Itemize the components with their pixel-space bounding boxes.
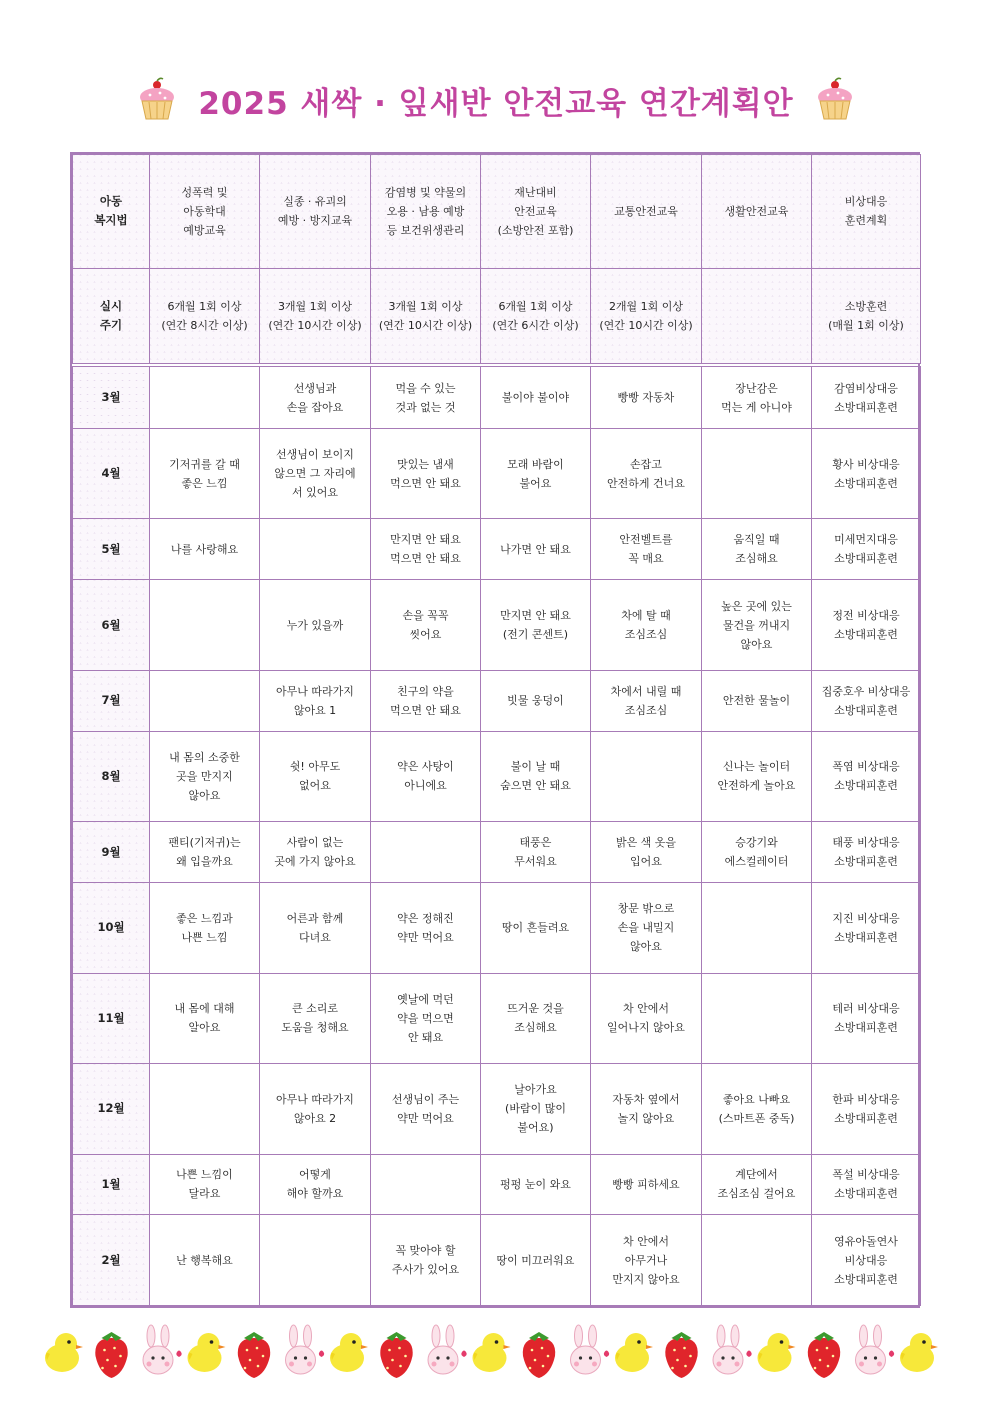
month-row xyxy=(73,973,921,1064)
month-row xyxy=(73,883,921,974)
month-label: 3월 xyxy=(73,365,150,428)
cupcake-icon xyxy=(134,77,180,123)
plan-cell: 지진 비상대응 소방대피훈련 xyxy=(812,883,921,974)
plan-cell: 아무나 따라가지 않아요 2 xyxy=(260,1064,371,1155)
plan-cell xyxy=(702,883,812,974)
month-rows xyxy=(73,365,921,1305)
chick-icon xyxy=(45,1333,83,1372)
plan-table-frame xyxy=(70,152,920,1308)
strawberry-icon xyxy=(665,1332,697,1378)
frequency-label: 실시 주기 xyxy=(73,268,150,365)
plan-cell: 차에서 내릴 때 조심조심 xyxy=(591,670,702,731)
plan-cell: 나쁜 느낌이 달라요 xyxy=(150,1154,260,1215)
plan-cell: 테러 비상대응 소방대피훈련 xyxy=(812,973,921,1064)
plan-cell: 빵빵 자동차 xyxy=(591,365,702,428)
plan-cell: 난 행복해요 xyxy=(150,1215,260,1306)
plan-cell: 빵빵 피하세요 xyxy=(591,1154,702,1215)
month-label: 4월 xyxy=(73,428,150,519)
strawberry-icon xyxy=(523,1332,555,1378)
month-label: 7월 xyxy=(73,670,150,731)
month-row xyxy=(73,822,921,883)
plan-cell: 높은 곳에 있는 물건을 꺼내지 않아요 xyxy=(702,580,812,671)
plan-cell: 신나는 놀이터 안전하게 놀아요 xyxy=(702,731,812,822)
plan-cell: 모래 바람이 불어요 xyxy=(481,428,591,519)
header-cell: 생활안전교육 xyxy=(702,155,812,269)
page-title: 2025 새싹 · 잎새반 안전교육 연간계획안 xyxy=(198,85,794,122)
plan-cell: 뜨거운 것을 조심해요 xyxy=(481,973,591,1064)
month-label: 12월 xyxy=(73,1064,150,1155)
plan-cell: 불이야 불이야 xyxy=(481,365,591,428)
plan-cell: 좋은 느낌과 나쁜 느낌 xyxy=(150,883,260,974)
plan-cell: 사람이 없는 곳에 가지 않아요 xyxy=(260,822,371,883)
plan-cell: 정전 비상대응 소방대피훈련 xyxy=(812,580,921,671)
month-label: 8월 xyxy=(73,731,150,822)
plan-cell: 차에 탈 때 조심조심 xyxy=(591,580,702,671)
plan-cell: 누가 있을까 xyxy=(260,580,371,671)
plan-cell xyxy=(702,428,812,519)
frequency-cell: 소방훈련 (매월 1회 이상) xyxy=(812,268,921,365)
plan-cell: 태풍은 무서워요 xyxy=(481,822,591,883)
plan-cell: 창문 밖으로 손을 내밀지 않아요 xyxy=(591,883,702,974)
chick-icon xyxy=(758,1333,796,1372)
plan-cell: 쉿! 아무도 없어요 xyxy=(260,731,371,822)
plan-cell: 아무나 따라가지 않아요 1 xyxy=(260,670,371,731)
plan-cell: 한파 비상대응 소방대피훈련 xyxy=(812,1064,921,1155)
chick-icon xyxy=(900,1333,938,1372)
header-row xyxy=(73,155,921,269)
corner-cell: 아동 복지법 xyxy=(73,155,150,269)
plan-cell: 어떻게 해야 할까요 xyxy=(260,1154,371,1215)
month-label: 11월 xyxy=(73,973,150,1064)
month-row xyxy=(73,731,921,822)
plan-cell: 땅이 흔들려요 xyxy=(481,883,591,974)
plan-cell: 손잡고 안전하게 건너요 xyxy=(591,428,702,519)
plan-cell: 미세먼지대응 소방대피훈련 xyxy=(812,519,921,580)
month-row xyxy=(73,670,921,731)
month-row xyxy=(73,1064,921,1155)
plan-cell: 밝은 색 옷을 입어요 xyxy=(591,822,702,883)
plan-cell: 친구의 약을 먹으면 안 돼요 xyxy=(371,670,481,731)
plan-cell: 폭설 비상대응 소방대피훈련 xyxy=(812,1154,921,1215)
plan-cell xyxy=(150,580,260,671)
month-label: 1월 xyxy=(73,1154,150,1215)
month-label: 2월 xyxy=(73,1215,150,1306)
month-label: 9월 xyxy=(73,822,150,883)
strawberry-icon xyxy=(380,1332,412,1378)
plan-cell: 움직일 때 조심해요 xyxy=(702,519,812,580)
plan-cell: 감염비상대응 소방대피훈련 xyxy=(812,365,921,428)
plan-cell: 안전벨트를 꼭 매요 xyxy=(591,519,702,580)
plan-cell xyxy=(150,1064,260,1155)
bunny-icon xyxy=(571,1325,610,1374)
plan-cell: 내 몸에 대해 알아요 xyxy=(150,973,260,1064)
plan-cell: 만지면 안 돼요 먹으면 안 돼요 xyxy=(371,519,481,580)
plan-cell: 옛날에 먹던 약을 먹으면 안 돼요 xyxy=(371,973,481,1064)
header-cell: 비상대응 훈련계획 xyxy=(812,155,921,269)
plan-cell: 꼭 맞아야 할 주사가 있어요 xyxy=(371,1215,481,1306)
plan-cell xyxy=(591,731,702,822)
cupcake-icon xyxy=(812,77,858,123)
bunny-icon xyxy=(428,1325,467,1374)
plan-cell: 장난감은 먹는 게 아니야 xyxy=(702,365,812,428)
plan-cell: 좋아요 나빠요 (스마트폰 중독) xyxy=(702,1064,812,1155)
plan-cell: 선생님이 주는 약만 먹어요 xyxy=(371,1064,481,1155)
plan-cell: 불이 날 때 숨으면 안 돼요 xyxy=(481,731,591,822)
plan-cell xyxy=(702,973,812,1064)
plan-cell: 집중호우 비상대응 소방대피훈련 xyxy=(812,670,921,731)
plan-table xyxy=(72,154,921,1306)
frequency-cell xyxy=(702,268,812,365)
plan-cell: 큰 소리로 도움을 청해요 xyxy=(260,973,371,1064)
plan-cell: 선생님이 보이지 않으면 그 자리에 서 있어요 xyxy=(260,428,371,519)
frequency-cell: 6개월 1회 이상 (연간 6시간 이상) xyxy=(481,268,591,365)
month-row xyxy=(73,428,921,519)
plan-cell: 만지면 안 돼요 (전기 콘센트) xyxy=(481,580,591,671)
plan-cell: 약은 사탕이 아니에요 xyxy=(371,731,481,822)
plan-cell: 날아가요 (바람이 많이 불어요) xyxy=(481,1064,591,1155)
month-row xyxy=(73,580,921,671)
plan-cell xyxy=(260,519,371,580)
month-label: 10월 xyxy=(73,883,150,974)
plan-cell: 나를 사랑해요 xyxy=(150,519,260,580)
plan-cell xyxy=(150,365,260,428)
plan-cell: 내 몸의 소중한 곳을 만지지 않아요 xyxy=(150,731,260,822)
plan-cell xyxy=(371,822,481,883)
plan-cell: 태풍 비상대응 소방대피훈련 xyxy=(812,822,921,883)
header-cell: 실종 · 유괴의 예방 · 방지교육 xyxy=(260,155,371,269)
chick-icon xyxy=(473,1333,511,1372)
chick-icon xyxy=(615,1333,653,1372)
plan-cell: 맛있는 냄새 먹으면 안 돼요 xyxy=(371,428,481,519)
month-row xyxy=(73,519,921,580)
plan-cell: 기저귀를 갈 때 좋은 느낌 xyxy=(150,428,260,519)
plan-cell: 차 안에서 일어나지 않아요 xyxy=(591,973,702,1064)
frequency-cell: 6개월 1회 이상 (연간 8시간 이상) xyxy=(150,268,260,365)
month-label: 6월 xyxy=(73,580,150,671)
month-row xyxy=(73,1215,921,1306)
plan-cell: 먹을 수 있는 것과 없는 것 xyxy=(371,365,481,428)
strawberry-icon xyxy=(808,1332,840,1378)
plan-cell: 자동차 옆에서 놀지 않아요 xyxy=(591,1064,702,1155)
plan-cell: 폭염 비상대응 소방대피훈련 xyxy=(812,731,921,822)
plan-cell xyxy=(260,1215,371,1306)
bunny-icon xyxy=(143,1325,182,1374)
bunny-icon xyxy=(856,1325,895,1374)
month-row xyxy=(73,365,921,428)
plan-cell: 약은 정해진 약만 먹어요 xyxy=(371,883,481,974)
plan-cell: 손을 꼭꼭 씻어요 xyxy=(371,580,481,671)
bunny-icon xyxy=(713,1325,752,1374)
plan-cell: 빗물 웅덩이 xyxy=(481,670,591,731)
strawberry-icon xyxy=(95,1332,127,1378)
plan-cell xyxy=(150,670,260,731)
plan-cell: 선생님과 손을 잡아요 xyxy=(260,365,371,428)
plan-cell: 팬티(기저귀)는 왜 입을까요 xyxy=(150,822,260,883)
bunny-icon xyxy=(286,1325,325,1374)
plan-cell: 승강기와 에스컬레이터 xyxy=(702,822,812,883)
header-cell: 재난대비 안전교육 (소방안전 포함) xyxy=(481,155,591,269)
plan-cell: 차 안에서 아무거나 만지지 않아요 xyxy=(591,1215,702,1306)
plan-cell: 영유아돌연사 비상대응 소방대피훈련 xyxy=(812,1215,921,1306)
plan-cell: 땅이 미끄러워요 xyxy=(481,1215,591,1306)
plan-cell xyxy=(371,1154,481,1215)
header-cell: 감염병 및 약물의 오용 · 남용 예방 등 보건위생관리 xyxy=(371,155,481,269)
plan-cell: 어른과 함께 다녀요 xyxy=(260,883,371,974)
frequency-cell: 3개월 1회 이상 (연간 10시간 이상) xyxy=(371,268,481,365)
header-cell: 성폭력 및 아동학대 예방교육 xyxy=(150,155,260,269)
header-cell: 교통안전교육 xyxy=(591,155,702,269)
month-label: 5월 xyxy=(73,519,150,580)
strawberry-icon xyxy=(238,1332,270,1378)
decorative-border xyxy=(40,1322,952,1382)
plan-cell: 계단에서 조심조심 걸어요 xyxy=(702,1154,812,1215)
plan-cell: 황사 비상대응 소방대피훈련 xyxy=(812,428,921,519)
month-row xyxy=(73,1154,921,1215)
plan-cell: 안전한 물놀이 xyxy=(702,670,812,731)
frequency-cell: 3개월 1회 이상 (연간 10시간 이상) xyxy=(260,268,371,365)
plan-cell xyxy=(702,1215,812,1306)
chick-icon xyxy=(188,1333,226,1372)
frequency-row xyxy=(73,268,921,365)
title-row xyxy=(0,68,992,132)
frequency-cell: 2개월 1회 이상 (연간 10시간 이상) xyxy=(591,268,702,365)
plan-cell: 펑펑 눈이 와요 xyxy=(481,1154,591,1215)
plan-cell: 나가면 안 돼요 xyxy=(481,519,591,580)
chick-icon xyxy=(330,1333,368,1372)
